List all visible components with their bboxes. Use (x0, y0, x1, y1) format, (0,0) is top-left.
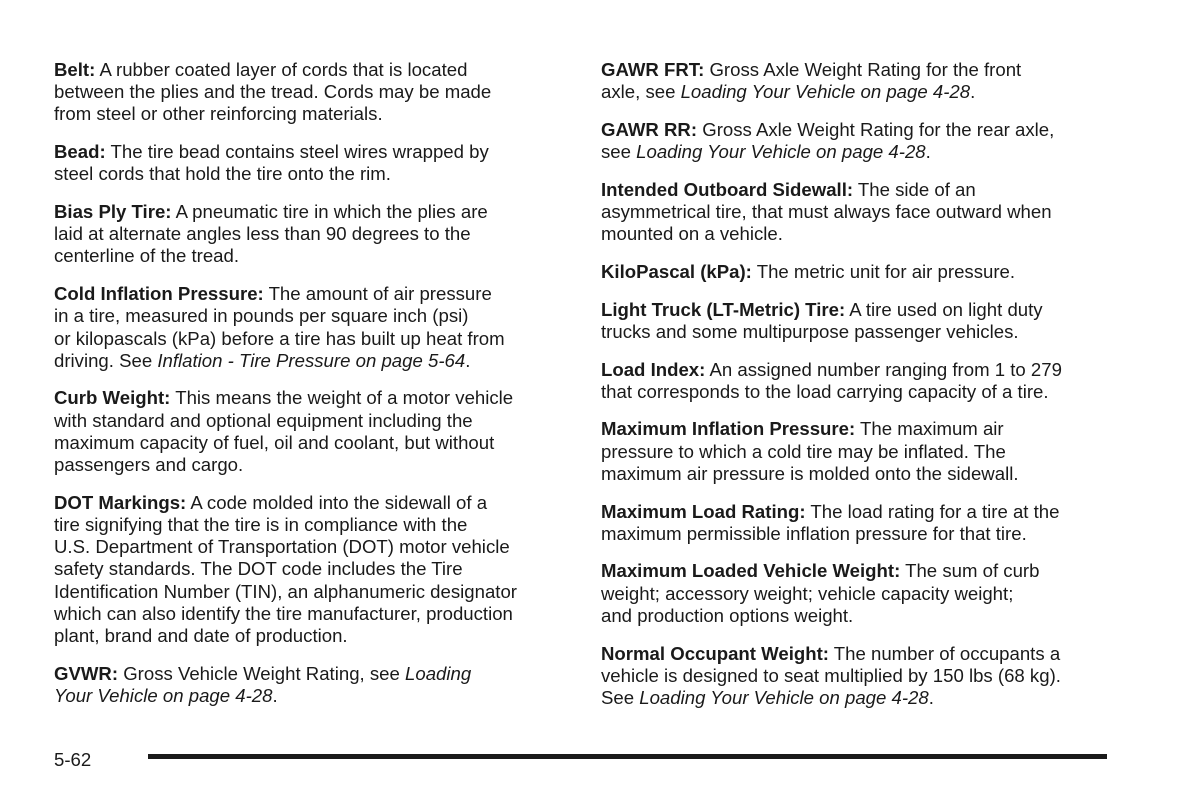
footer-rule (148, 754, 1107, 759)
glossary-entry-curb-weight (54, 387, 569, 476)
definition-text: Gross Axle Weight Rating for the front (704, 59, 1022, 80)
definition-text: maximum permissible inflation pressure for that tire. (601, 522, 1027, 544)
entry-line (601, 381, 1116, 403)
entry-line (54, 103, 569, 125)
entry-line (54, 201, 569, 223)
entry-line (601, 179, 1116, 201)
entry-line (601, 441, 1116, 463)
definition-text: trucks and some multipurpose passenger vehicles. (601, 320, 1019, 342)
definition-text: driving. See (54, 349, 158, 371)
definition-text: that corresponds to the load carrying capacity of a tire. (601, 380, 1049, 402)
entry-line (54, 536, 569, 558)
definition-text: Gross Vehicle Weight Rating, see (118, 662, 406, 684)
definition-text: passengers and cargo. (54, 454, 244, 476)
definition-text: axle, see (601, 81, 681, 103)
entry-line (601, 463, 1116, 485)
definition-text: steel cords that hold the tire onto the rim. (54, 163, 391, 185)
glossary-term: Normal Occupant Weight: (601, 642, 829, 664)
glossary-entry-bias-ply-tire (54, 201, 569, 268)
glossary-entry-load-index (601, 359, 1116, 403)
glossary-entry-gvwr (54, 663, 569, 707)
entry-line (54, 245, 569, 267)
definition-text: . (928, 686, 934, 708)
glossary-term: Belt: (54, 59, 96, 80)
page-number: 5-62 (54, 749, 92, 770)
page-reference: Loading Your Vehicle on page 4-28 (680, 81, 971, 103)
entry-line (54, 492, 569, 514)
page-reference: Loading Your Vehicle on page 4-28 (636, 141, 926, 163)
glossary-term: GAWR RR: (601, 118, 698, 140)
definition-text: A code molded into the sidewall of a (186, 491, 488, 513)
definition-text: . (970, 81, 976, 103)
entry-line (54, 59, 569, 81)
definition-text: or kilopascals (kPa) before a tire has built up heat from (54, 327, 505, 349)
entry-line (54, 603, 569, 625)
entry-line (54, 454, 569, 476)
entry-line (601, 141, 1116, 163)
entry-line (601, 119, 1116, 141)
glossary-entry-gawr-rr (601, 119, 1116, 163)
definition-text: vehicle is designed to seat multiplied by 150 lbs (68 kg). (601, 664, 1061, 686)
definition-text: . (272, 684, 278, 706)
entry-line (54, 387, 569, 409)
definition-text: A tire used on light duty (845, 298, 1043, 320)
definition-text: between the plies and the tread. Cords may be made (54, 81, 492, 103)
definition-text: The metric unit for air pressure. (751, 260, 1016, 282)
entry-line (54, 432, 569, 454)
entry-line (54, 163, 569, 185)
glossary-entry-belt (54, 59, 569, 126)
entry-line (54, 581, 569, 603)
glossary-entry-maximum-inflation-pressure (601, 418, 1116, 485)
entry-line (54, 283, 569, 305)
glossary-entry-maximum-load-rating (601, 501, 1116, 545)
entry-line (54, 685, 569, 707)
entry-line (601, 359, 1116, 381)
definition-text: see (601, 141, 637, 163)
entry-line (601, 418, 1116, 440)
glossary-entry-gawr-frt (601, 59, 1116, 103)
glossary-entry-bead (54, 141, 569, 185)
definition-text: safety standards. The DOT code includes the Tire (54, 558, 463, 580)
definition-text: laid at alternate angles less than 90 degrees to the (54, 223, 471, 245)
glossary-entry-maximum-loaded-vehicle-weight (601, 560, 1116, 627)
definition-text: and production options weight. (601, 604, 854, 626)
glossary-term: Bead: (54, 141, 106, 163)
definition-text: from steel or other reinforcing materials. (54, 103, 383, 125)
entry-line (54, 305, 569, 327)
glossary-term: Curb Weight: (54, 387, 171, 409)
glossary-term: Maximum Inflation Pressure: (601, 418, 856, 440)
page-reference: Your Vehicle on page 4-28 (54, 684, 273, 706)
glossary-column-right (601, 59, 1116, 725)
glossary-term: KiloPascal (kPa): (601, 260, 752, 282)
definition-text: in a tire, measured in pounds per square inch (psi) (54, 305, 469, 327)
glossary-term: DOT Markings: (54, 491, 187, 513)
page-reference: Inflation - Tire Pressure on page 5-64 (157, 349, 466, 371)
glossary-term: GVWR: (54, 662, 119, 684)
entry-line (601, 201, 1116, 223)
definition-text: The tire bead contains steel wires wrapped by (105, 141, 489, 163)
entry-line (54, 328, 569, 350)
definition-text: This means the weight of a motor vehicle (170, 387, 514, 409)
entry-line (601, 560, 1116, 582)
definition-text: . (925, 141, 931, 163)
entry-line (54, 141, 569, 163)
entry-line (54, 663, 569, 685)
entry-line (54, 558, 569, 580)
glossary-term: Maximum Loaded Vehicle Weight: (601, 560, 901, 582)
definition-text: Gross Axle Weight Rating for the rear axle, (697, 118, 1055, 140)
entry-line (601, 59, 1116, 81)
entry-line (601, 583, 1116, 605)
glossary-term: Bias Ply Tire: (54, 201, 172, 223)
definition-text: The maximum air (855, 418, 1004, 440)
entry-line (601, 605, 1116, 627)
definition-text: with standard and optional equipment including the (54, 409, 473, 431)
glossary-entry-dot-markings (54, 492, 569, 647)
definition-text: Identification Number (TIN), an alphanumeric designator (54, 580, 518, 602)
definition-text: The side of an (853, 178, 976, 200)
definition-text: See (601, 686, 640, 708)
entry-line (54, 514, 569, 536)
glossary-term: Load Index: (601, 358, 706, 380)
entry-line (54, 350, 569, 372)
definition-text: The load rating for a tire at the (805, 500, 1060, 522)
definition-text: The amount of air pressure (263, 283, 492, 305)
glossary-entry-normal-occupant-weight (601, 643, 1116, 710)
definition-text: The number of occupants a (828, 642, 1061, 664)
entry-line (54, 410, 569, 432)
entry-line (601, 81, 1116, 103)
definition-text: asymmetrical tire, that must always face outward when (601, 201, 1052, 223)
definition-text: An assigned number ranging from 1 to 279 (705, 358, 1062, 380)
definition-text: mounted on a vehicle. (601, 223, 783, 245)
definition-text: The sum of curb (900, 560, 1040, 582)
glossary-term: GAWR FRT: (601, 59, 705, 80)
definition-text: weight; accessory weight; vehicle capacity weight; (601, 582, 1014, 604)
glossary-column-left (54, 59, 569, 723)
page-reference: Loading Your Vehicle on page 4-28 (639, 686, 929, 708)
definition-text: which can also identify the tire manufacturer, production (54, 602, 513, 624)
entry-line (54, 625, 569, 647)
entry-line (54, 81, 569, 103)
entry-line (601, 321, 1116, 343)
glossary-entry-cold-inflation-pressure (54, 283, 569, 372)
definition-text: U.S. Department of Transportation (DOT) motor vehicle (54, 536, 510, 558)
entry-line (601, 523, 1116, 545)
entry-line (601, 299, 1116, 321)
definition-text: A rubber coated layer of cords that is located (95, 59, 468, 80)
entry-line (601, 261, 1116, 283)
definition-text: pressure to which a cold tire may be inflated. The (601, 440, 1006, 462)
glossary-term: Maximum Load Rating: (601, 500, 806, 522)
glossary-entry-kilopascal-kpa (601, 261, 1116, 283)
definition-text: maximum air pressure is molded onto the sidewall. (601, 462, 1019, 484)
entry-line (601, 687, 1116, 709)
definition-text: maximum capacity of fuel, oil and coolant, but without (54, 431, 495, 453)
entry-line (601, 665, 1116, 687)
definition-text: tire signifying that the tire is in compliance with the (54, 513, 468, 535)
definition-text: . (465, 349, 471, 371)
definition-text: centerline of the tread. (54, 245, 240, 267)
glossary-entry-intended-outboard-sidewall (601, 179, 1116, 246)
glossary-term: Light Truck (LT-Metric) Tire: (601, 298, 846, 320)
page-reference: Loading (405, 662, 472, 684)
entry-line (54, 223, 569, 245)
entry-line (601, 223, 1116, 245)
definition-text: A pneumatic tire in which the plies are (171, 201, 488, 223)
definition-text: plant, brand and date of production. (54, 624, 348, 646)
glossary-entry-light-truck-lt-metric-tire (601, 299, 1116, 343)
entry-line (601, 501, 1116, 523)
glossary-term: Cold Inflation Pressure: (54, 283, 264, 305)
glossary-term: Intended Outboard Sidewall: (601, 178, 854, 200)
entry-line (601, 643, 1116, 665)
